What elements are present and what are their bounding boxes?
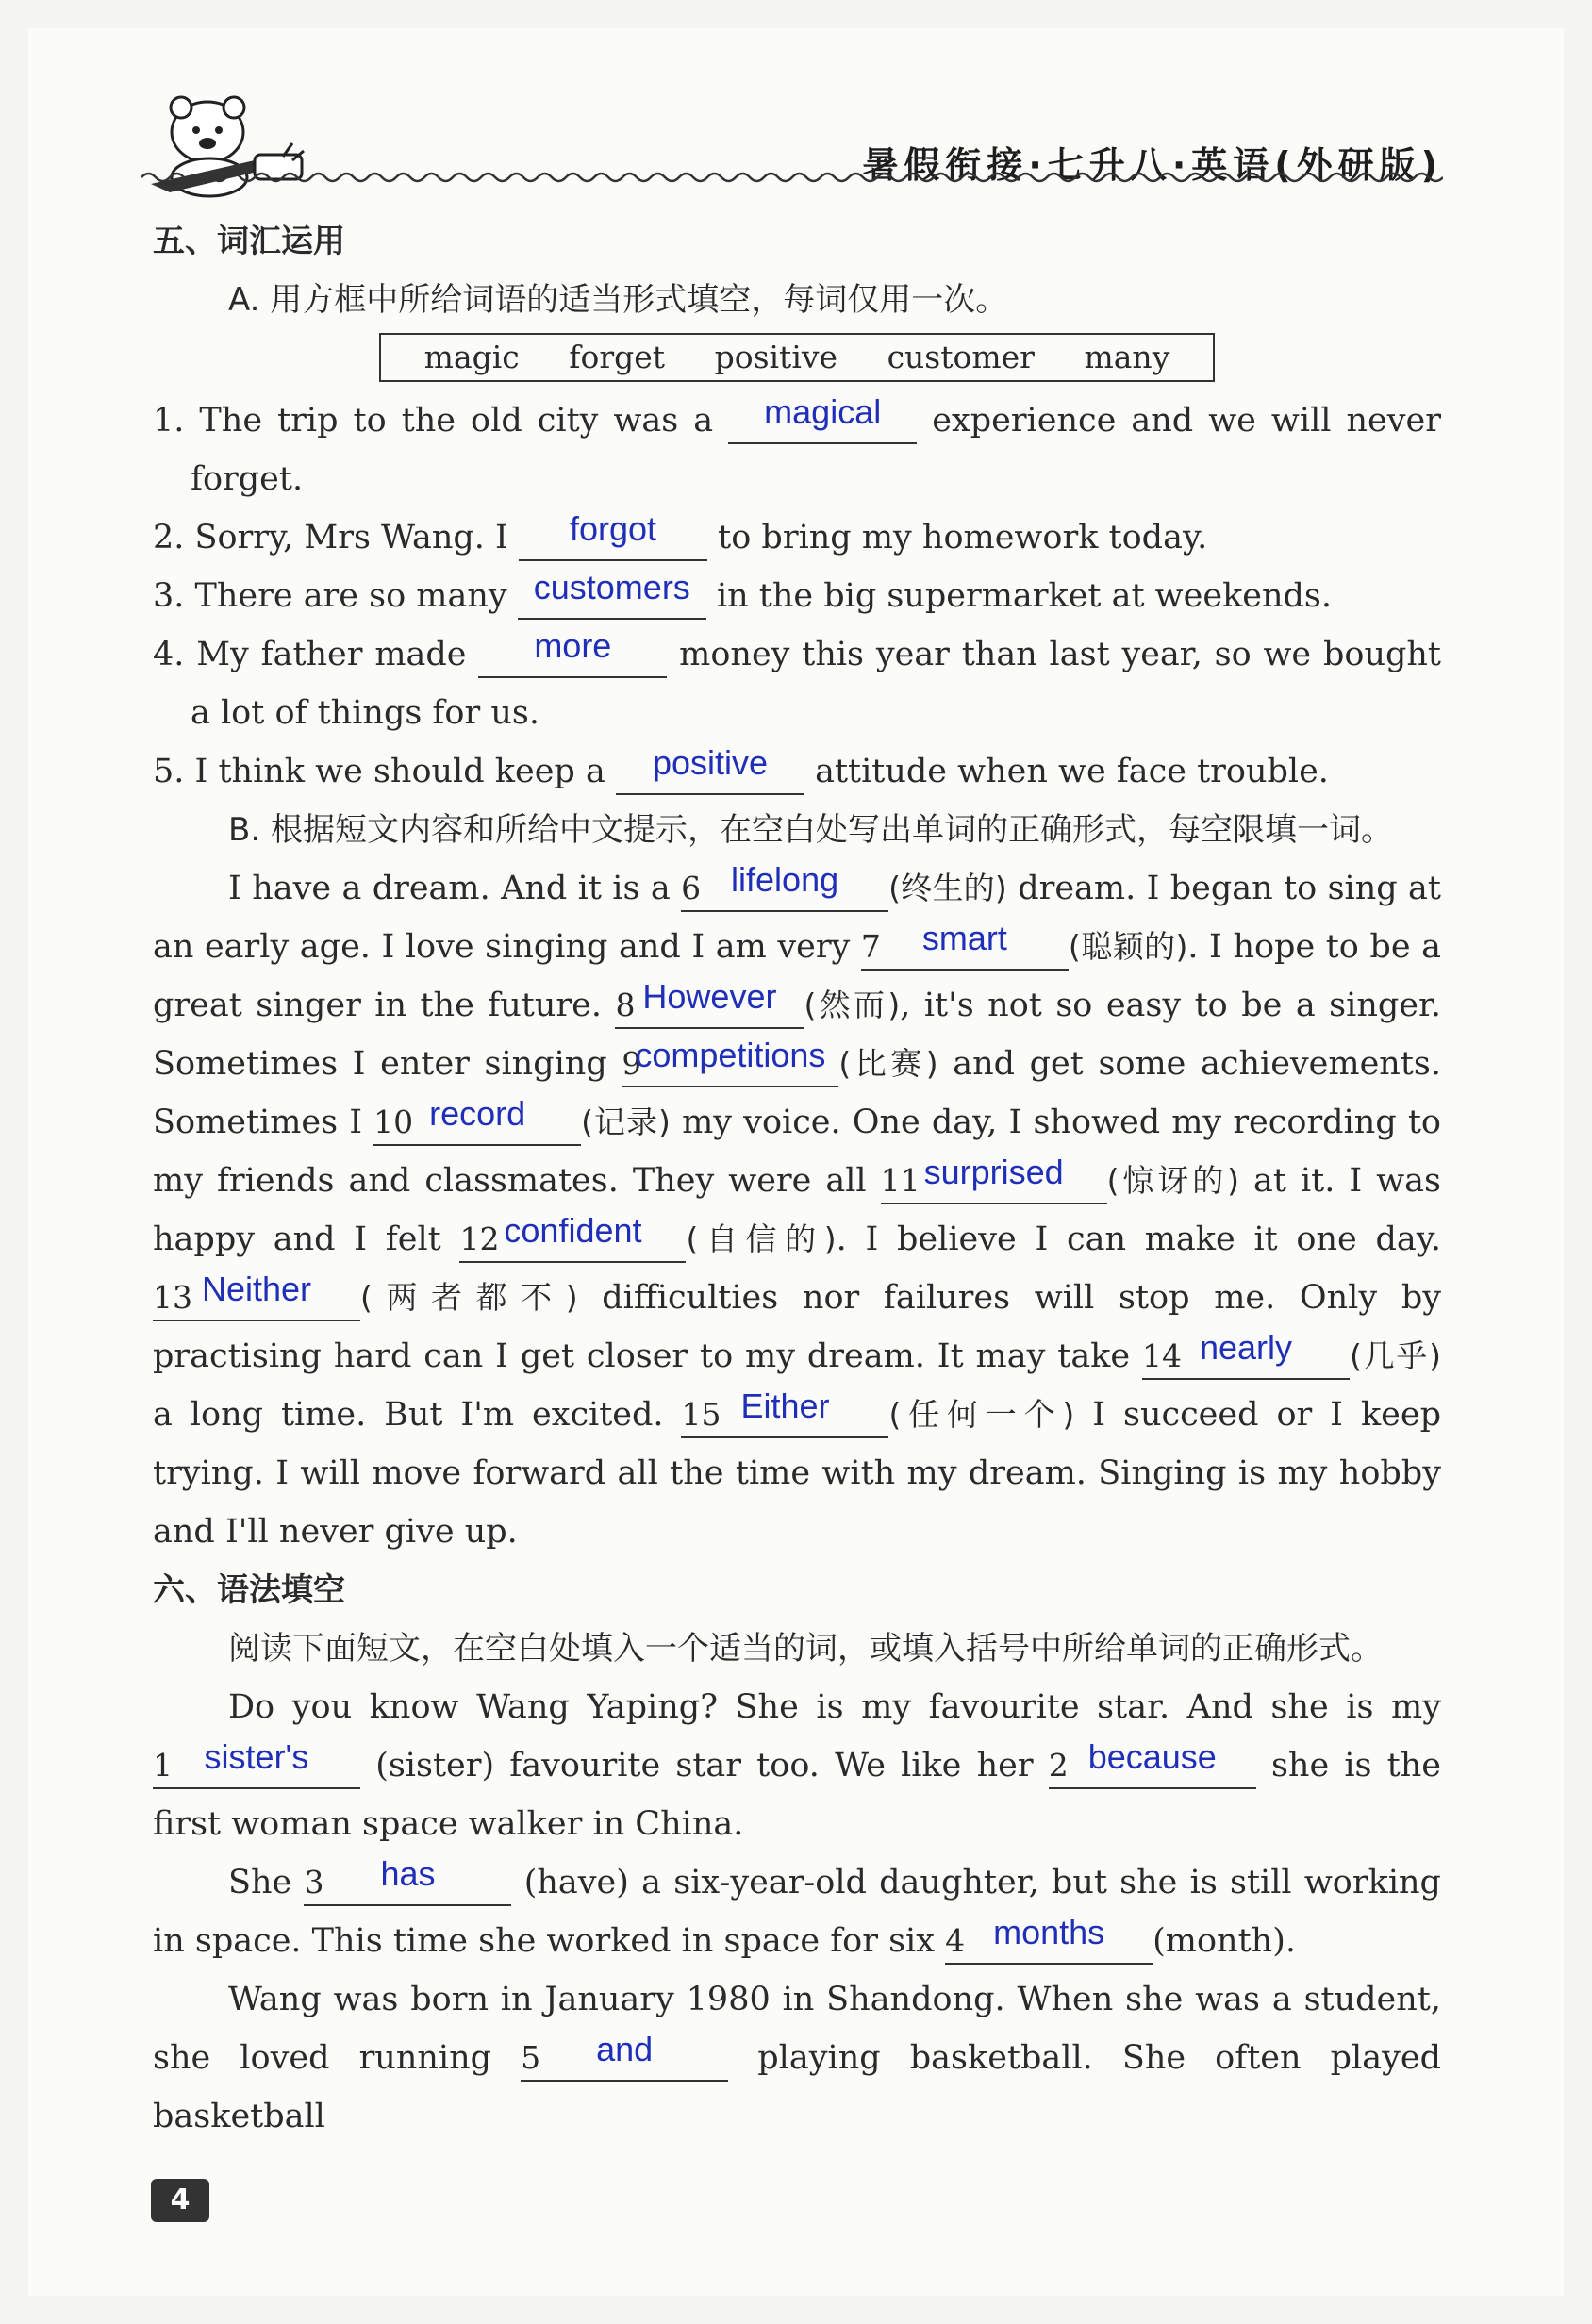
handwritten-answer: lifelong: [731, 860, 839, 899]
answer-blank[interactable]: [860, 919, 1069, 971]
part-a-instruction: A. 用方框中所给词语的适当形式填空，每词仅用一次。: [228, 281, 1008, 319]
answer-blank[interactable]: [519, 509, 707, 561]
word-box-item: positive: [714, 339, 838, 375]
passage-text: a long time. But I'm excited.: [153, 1396, 664, 1434]
passage-text: at it. I was happy and I felt: [153, 1162, 1441, 1258]
handwritten-answer: Neither: [201, 1270, 312, 1308]
word-box-item: magic: [423, 339, 520, 375]
answer-blank[interactable]: [153, 1270, 360, 1321]
chinese-hint: (任何一个): [888, 1396, 1075, 1433]
answer-blank[interactable]: [681, 1386, 888, 1438]
page-content: [153, 212, 1441, 2146]
blank-number: 15: [681, 1396, 721, 1433]
handwritten-answer: confident: [504, 1211, 642, 1250]
question-3: [153, 567, 1441, 625]
chinese-hint: (聪颖的): [1068, 928, 1188, 965]
blank-number: 4: [945, 1922, 966, 1959]
answer-blank[interactable]: [304, 1854, 511, 1906]
handwritten-answer: more: [534, 626, 612, 665]
blank-number: 12: [459, 1220, 500, 1257]
answer-blank[interactable]: [880, 1153, 1107, 1204]
answer-blank[interactable]: [521, 2030, 728, 2082]
handwritten-answer: customers: [533, 568, 690, 606]
handwritten-answer: record: [429, 1094, 526, 1133]
handwritten-answer: sister's: [204, 1737, 309, 1776]
answer-blank[interactable]: [728, 392, 917, 444]
passage-text: . I believe I can make it one day.: [836, 1220, 1441, 1258]
question-text: 2. Sorry, Mrs Wang. I: [153, 519, 508, 556]
chinese-hint: (惊讶的): [1106, 1162, 1239, 1199]
chinese-hint: (比赛): [838, 1045, 938, 1082]
page-number: 4: [151, 2179, 209, 2222]
passage-text: she is the first woman space walker in China.: [153, 1747, 1441, 1843]
blank-number: 11: [880, 1162, 920, 1199]
answer-blank[interactable]: [616, 743, 804, 795]
passage-text: (month).: [1153, 1922, 1296, 1960]
blank-number: 8: [615, 987, 636, 1023]
header-wave-divider: [141, 168, 1443, 187]
handwritten-answer: because: [1087, 1737, 1217, 1776]
word-box-item: forget: [569, 339, 666, 375]
handwritten-answer: positive: [652, 743, 768, 782]
question-4: [153, 625, 1441, 742]
passage-text: I have a dream. And it is a: [228, 870, 671, 907]
section-6-instruction: 阅读下面短文，在空白处填入一个适当的词，或填入括号中所给单词的正确形式。: [228, 1630, 1383, 1668]
answer-blank[interactable]: [945, 1913, 1153, 1965]
handwritten-answer: and: [596, 2030, 654, 2068]
chinese-hint: (终生的): [888, 870, 1007, 906]
grammar-paragraph-2: [153, 1853, 1441, 1970]
handwritten-answer: smart: [921, 919, 1007, 957]
blank-number: 3: [304, 1864, 324, 1901]
answer-blank[interactable]: [153, 1737, 360, 1789]
handwritten-answer: magical: [764, 392, 882, 431]
passage-text: playing basketball. She often played basketball: [153, 2039, 1441, 2135]
answer-blank[interactable]: [622, 1036, 838, 1087]
passage-text: (sister) favourite star too. We like her: [375, 1747, 1034, 1784]
answer-blank[interactable]: [459, 1211, 686, 1263]
handwritten-answer: However: [642, 977, 777, 1016]
answer-blank[interactable]: [1048, 1737, 1256, 1789]
blank-number: 5: [521, 2039, 541, 2076]
blank-number: 1: [153, 1747, 173, 1784]
chinese-hint: (自信的): [686, 1220, 837, 1257]
section-5-title: 五、词汇运用: [153, 223, 345, 260]
passage-text: and get some achievements. Sometimes I: [153, 1045, 1441, 1141]
handwritten-answer: has: [380, 1854, 436, 1893]
question-2: [153, 508, 1441, 567]
blank-number: 14: [1141, 1337, 1182, 1374]
grammar-paragraph-3: [153, 1970, 1441, 2146]
answer-blank[interactable]: [1141, 1328, 1350, 1380]
passage-text: Do you know Wang Yaping? She is my favourite star. And she is my: [228, 1688, 1441, 1726]
question-text: 1. The trip to the old city was a: [153, 402, 714, 440]
word-box-item: customer: [887, 339, 1035, 375]
blank-number: 13: [153, 1279, 192, 1316]
handwritten-answer: Either: [740, 1386, 830, 1425]
blank-number: 7: [860, 928, 881, 965]
passage-text: my voice. One day, I showed my recording to my friends and classmates. They were all: [153, 1104, 1441, 1200]
question-text: money this year than last year, so we bought a lot of things for us.: [191, 636, 1441, 732]
part-b-passage: [153, 859, 1441, 1561]
question-text: experience and we will never forget.: [191, 402, 1441, 498]
word-box: [379, 333, 1216, 382]
answer-blank[interactable]: [373, 1094, 581, 1146]
passage-text: I succeed or I keep trying. I will move forward all the time with my dream. Singing is my hobby and I'll never give up.: [153, 1396, 1441, 1551]
passage-text: Wang was born in January 1980 in Shandong. When she was a student, she loved running: [153, 1981, 1441, 2077]
passage-text: difficulties nor failures will stop me. Only by practising hard can I get closer to my dream. It may take: [153, 1279, 1441, 1375]
blank-number: 2: [1048, 1747, 1069, 1784]
handwritten-answer: nearly: [1199, 1328, 1293, 1367]
question-text: 4. My father made: [153, 636, 467, 673]
blank-number: 9: [622, 1045, 642, 1082]
chinese-hint: (几乎): [1349, 1337, 1441, 1374]
handwritten-answer: surprised: [923, 1153, 1064, 1191]
question-text: 3. There are so many: [153, 577, 507, 615]
header-title: 暑假衔接·七升八·英语(外研版): [862, 144, 1443, 186]
word-box-item: many: [1084, 339, 1170, 375]
answer-blank[interactable]: [478, 626, 667, 678]
section-6-title: 六、语法填空: [153, 1571, 345, 1609]
handwritten-answer: forgot: [570, 509, 657, 548]
part-b-instruction: B. 根据短文内容和所给中文提示，在空白处写出单词的正确形式，每空限填一词。: [228, 811, 1393, 849]
passage-text: She: [228, 1864, 292, 1901]
answer-blank[interactable]: [615, 977, 804, 1029]
answer-blank[interactable]: [681, 860, 888, 912]
question-1: [153, 391, 1441, 508]
handwritten-answer: months: [993, 1913, 1105, 1951]
word-box-wrap: [153, 333, 1441, 391]
passage-text: (have) a six-year-old daughter, but she is still working in space. This time she worked in space for six: [153, 1864, 1441, 1960]
question-5: [153, 742, 1441, 801]
question-text: attitude when we face trouble.: [815, 753, 1329, 790]
answer-blank[interactable]: [518, 568, 706, 620]
question-text: 5. I think we should keep a: [153, 753, 605, 790]
handwritten-answer: competitions: [635, 1036, 826, 1074]
blank-number: 10: [373, 1104, 414, 1140]
passage-text: dream. I began to sing at an early age. I love singing and I am very: [153, 870, 1441, 966]
chinese-hint: (然而): [804, 987, 901, 1023]
chinese-hint: (两者都不): [360, 1279, 578, 1316]
blank-number: 6: [681, 870, 702, 906]
question-text: in the big supermarket at weekends.: [716, 577, 1333, 615]
chinese-hint: (记录): [581, 1104, 671, 1140]
passage-text: . I hope to be a great singer in the future.: [153, 928, 1441, 1024]
question-text: to bring my homework today.: [718, 519, 1208, 556]
grammar-paragraph-1: [153, 1678, 1441, 1853]
passage-text: , it's not so easy to be a singer. Sometimes I enter singing: [153, 987, 1441, 1083]
